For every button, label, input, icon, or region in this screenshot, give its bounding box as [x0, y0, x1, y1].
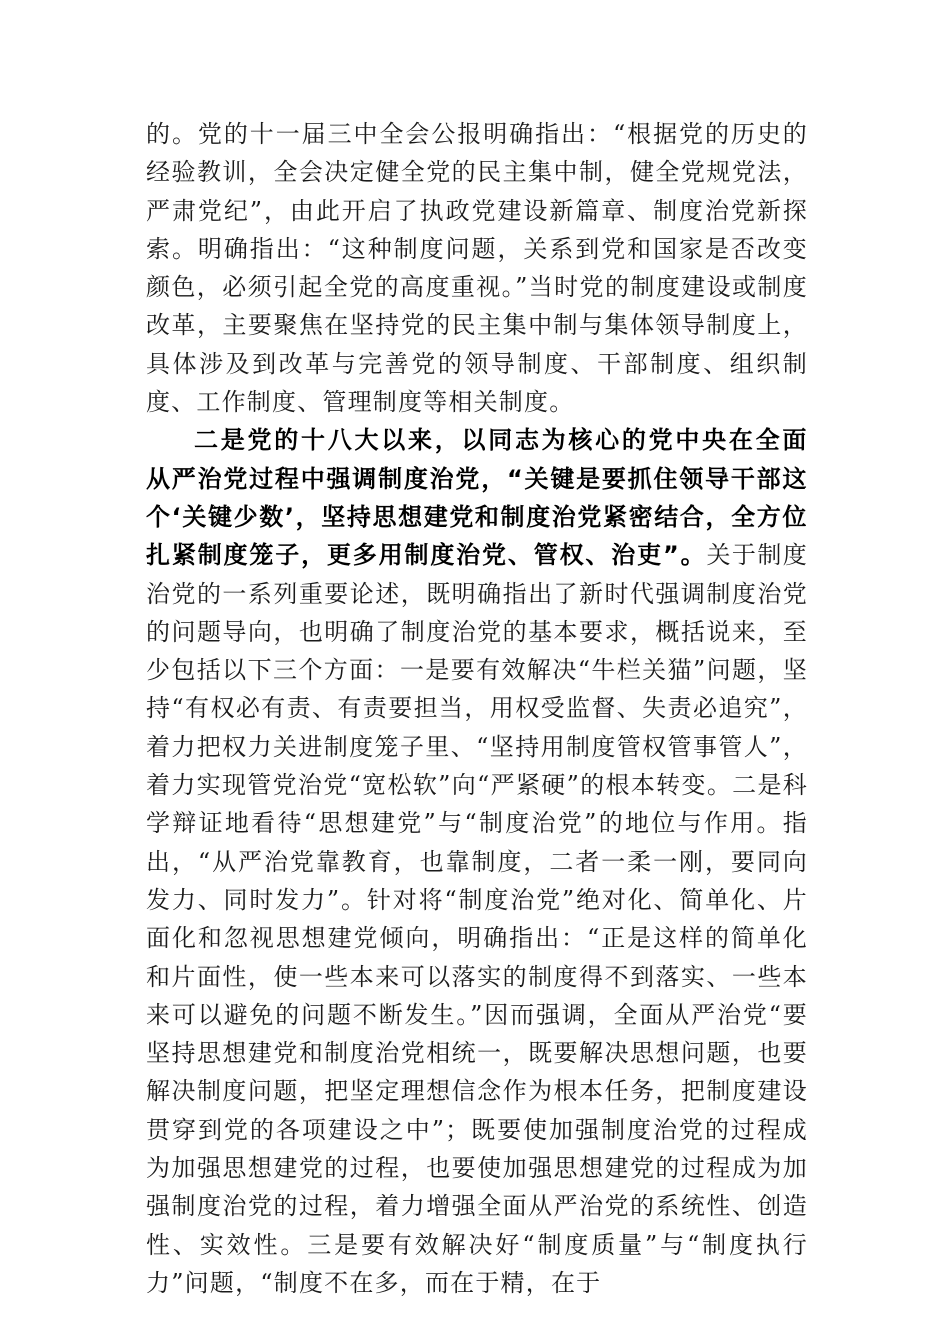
paragraph-2-body: 关于制度治党的一系列重要论述，既明确指出了新时代强调制度治党的问题导向，也明确了制度治党的基本要求，概括说来，至少包括以下三个方面：一是要有效解决“牛栏关猫”问题，坚持“有权必有责、有责要担当，用权受监督、失责必追究”，着力把权力关进制度笼子里、“坚持用制度管权管事管人”，着力实现管党治党“宽松软”向“严紧硬”的根本转变。二是科学辩证地看待“思想建党”与“制度治党”的地位与作用。指出，“从严治党靠教育，也靠制度，二者一柔一刚，要同向发力、同时发力”。针对将“制度治党”绝对化、简单化、片面化和忽视思想建党倾向，明确指出：“正是这样的简单化和片面性，使一些本来可以落实的制度得不到落实、一些本来可以避免的问题不断发生。”因而强调，全面从严治党“要坚持思想建党和制度治党相统一，既要解决思想问题，也要解决制度问题，把坚定理想信念作为根本任务，把制度建设贯穿到党的各项建设之中”；既要使加强制度治党的过程成为加强思想建党的过程，也要使加强思想建党的过程成为加强制度治党的过程，着力增强全面从严治党的系统性、创造性、实效性。三是要有效解决好“制度质量”与“制度执行力”问题，“制度不在多，而在于精，在于 — [146, 541, 808, 1297]
paragraph-2-bold-lead: 二是党的十八大以来，以同志为核心的党中央在全面从严治党过程中强调制度治党，“关键是要抓住领导干部这个‘关键少数’，坚持思想建党和制度治党紧密结合，全方位扎紧制度笼子，更多用制度治党、管权、治吏”。 — [146, 426, 808, 570]
paragraph-1: 的。党的十一届三中全会公报明确指出：“根据党的历史的经验教训，全会决定健全党的民主集中制，健全党规党法，严肃党纪”，由此开启了执政党建设新篇章、制度治党新探索。明确指出：“这种制度问题，关系到党和国家是否改变颜色，必须引起全党的高度重视。”当时党的制度建设或制度改革，主要聚焦在坚持党的民主集中制与集体领导制度上，具体涉及到改革与完善党的领导制度、干部制度、组织制度、工作制度、管理制度等相关制度。 — [146, 120, 808, 417]
document-page — [146, 115, 808, 1302]
paragraph-2 — [146, 421, 808, 1302]
